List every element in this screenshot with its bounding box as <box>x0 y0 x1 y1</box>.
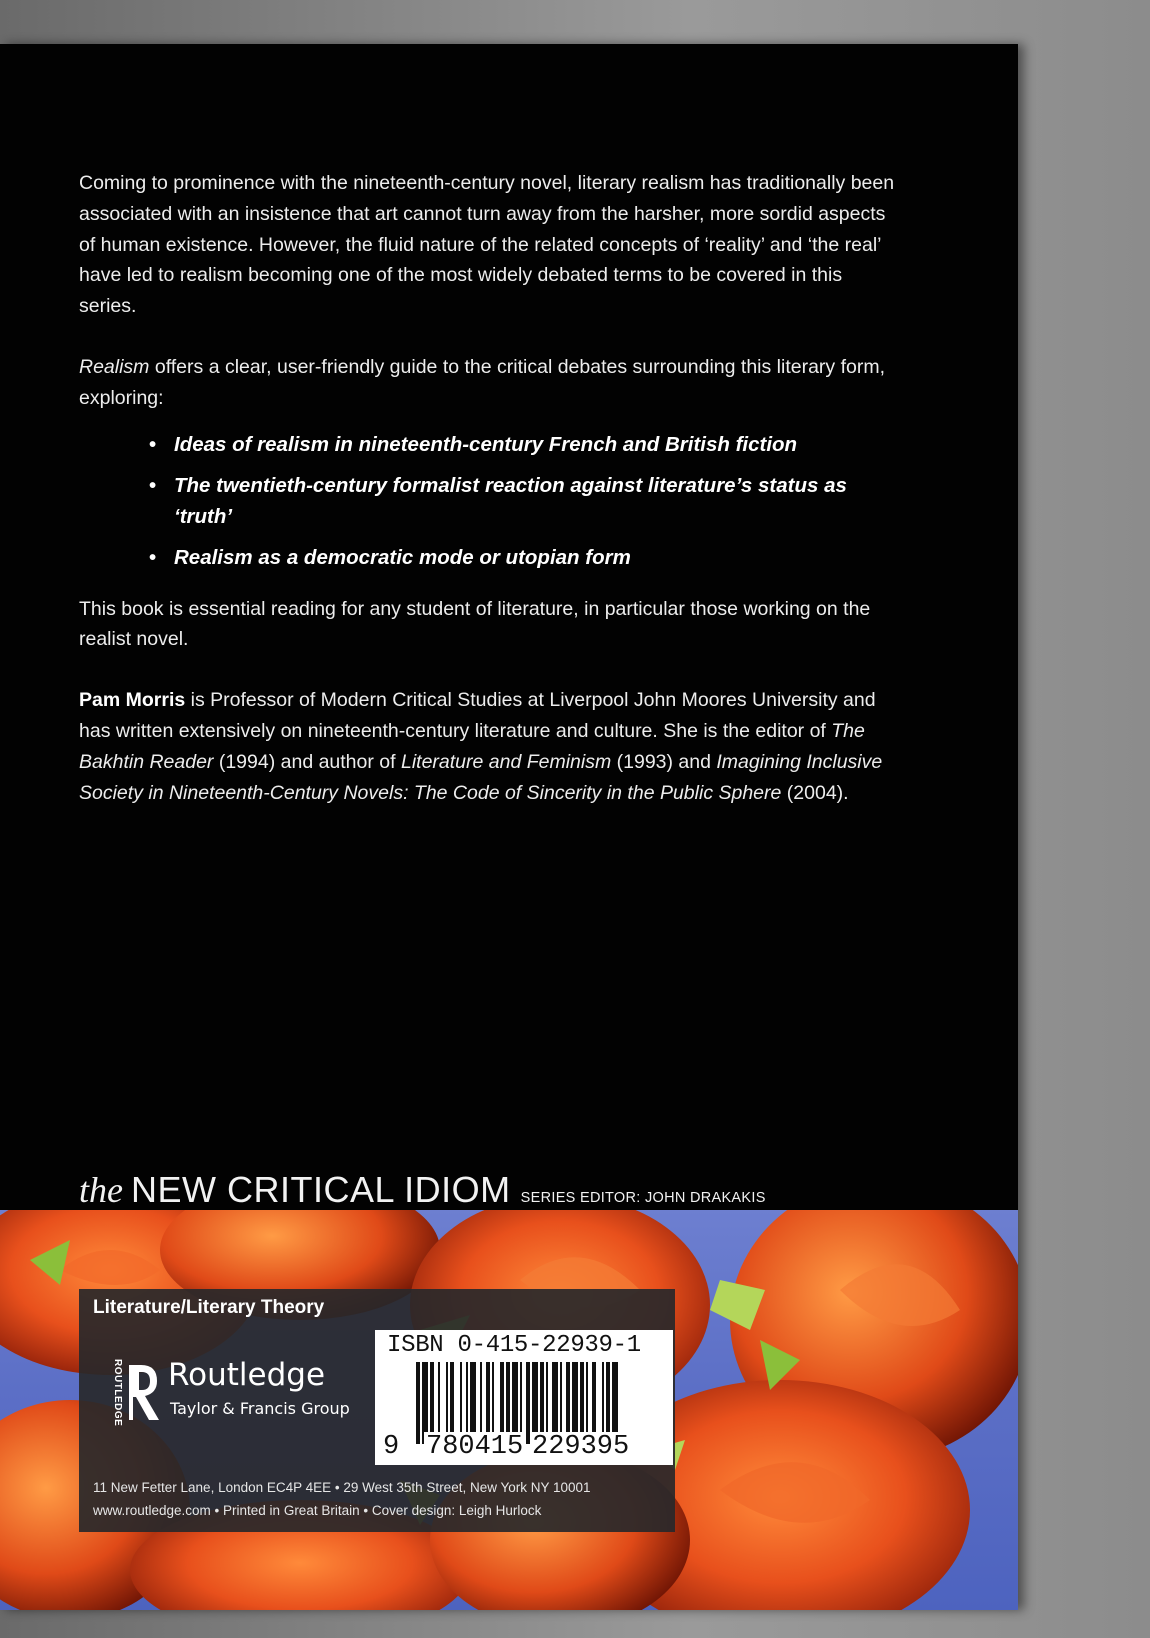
topic-text: The twentieth-century formalist reaction against literature’s status as ‘truth’ <box>174 474 847 528</box>
barcode-bar <box>416 1362 420 1444</box>
imprint-line: www.routledge.com • Printed in Great Britain • Cover design: Leigh Hurlock <box>93 1503 542 1518</box>
bullet-icon: • <box>149 432 157 456</box>
work-title: The Bakhtin Reader <box>79 719 865 773</box>
ean-group-right: 229395 <box>532 1432 630 1462</box>
publisher-panel <box>79 1289 675 1532</box>
work-title: Literature and Feminism <box>400 750 612 773</box>
ean-group-left: 780415 <box>426 1432 524 1462</box>
ean-lead-digit: 9 <box>383 1432 400 1462</box>
series-the: the <box>79 1170 123 1210</box>
series-name: NEW CRITICAL IDIOM <box>130 1169 511 1210</box>
routledge-logo-vertical: ROUTLEDGE <box>112 1359 123 1427</box>
blurb <box>79 168 899 838</box>
publisher-group: Taylor & Francis Group <box>170 1399 350 1418</box>
topic-list <box>79 430 899 574</box>
isbn-barcode <box>375 1330 673 1465</box>
book-title-italic: Realism <box>79 355 150 378</box>
publisher-address <box>93 1476 591 1522</box>
address-line: 11 New Fetter Lane, London EC4P 4EE • 29 West 35th Street, New York NY 10001 <box>93 1480 591 1495</box>
routledge-r-icon <box>125 1359 161 1423</box>
guide-text: offers a clear, user-friendly guide to the critical debates surrounding this literary form, exploring: <box>79 355 886 409</box>
work-title: Imagining Inclusive Society in Nineteenth-Century Novels: The Code of Sincerity in the Public Sphere <box>79 750 883 804</box>
blurb-paragraph-audience: This book is essential reading for any student of literature, in particular those working on the realist novel. <box>79 597 871 651</box>
topic-item <box>149 430 899 461</box>
topic-text: Realism as a democratic mode or utopian form <box>174 546 631 570</box>
topic-item <box>149 471 899 532</box>
bio-text: (1994) and author of <box>213 750 401 773</box>
bullet-icon: • <box>149 474 157 498</box>
author-name: Pam Morris <box>79 689 186 712</box>
bio-text: (1993) and <box>611 750 717 773</box>
topic-text: Ideas of realism in nineteenth-century French and British fiction <box>174 432 798 456</box>
subject-category: Literature/Literary Theory <box>93 1297 325 1318</box>
series-editor: SERIES EDITOR: JOHN DRAKAKIS <box>520 1190 766 1206</box>
author-bio <box>79 685 899 808</box>
bio-text: is Professor of Modern Critical Studies at Liverpool John Moores University and has written extensively on nineteenth-century literature and culture. She is the editor of <box>79 689 876 742</box>
bullet-icon: • <box>149 546 157 570</box>
bio-text: (2004). <box>781 781 849 804</box>
topic-item <box>149 543 899 574</box>
blurb-paragraph-guide <box>79 352 899 414</box>
isbn-label: ISBN 0-415-22939-1 <box>387 1332 641 1359</box>
publisher-name: Routledge <box>168 1357 326 1393</box>
blurb-paragraph-intro: Coming to prominence with the nineteenth-century novel, literary realism has traditionally been associated with an insistence that art cannot turn away from the harsher, more sordid aspects of human existence. However, the fluid nature of the related concepts of ‘reality’ and ‘the real’ have led to realism becoming one of the most widely debated terms to be covered in this series. <box>79 172 895 318</box>
series-title <box>79 1169 766 1211</box>
